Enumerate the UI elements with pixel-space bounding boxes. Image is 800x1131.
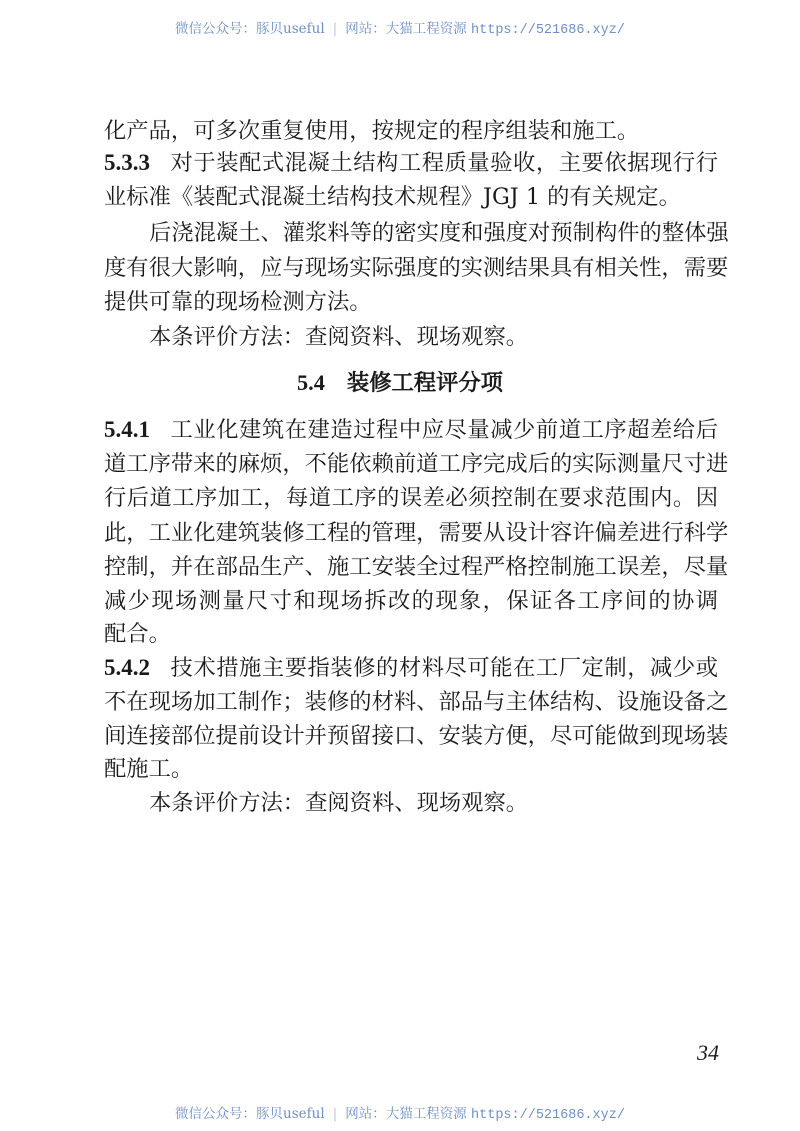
watermark-wechat: 微信公众号：豚贝useful bbox=[175, 21, 325, 37]
section-heading bbox=[0, 365, 800, 397]
watermark-separator: | bbox=[332, 1106, 338, 1122]
paragraph-line: 此，工业化建筑装修工程的管理，需要从设计容许偏差进行科学 bbox=[104, 520, 729, 546]
paragraph-line: 配合。 bbox=[104, 621, 171, 647]
paragraph-line: 业标准《装配式混凝土结构技术规程》JGJ 1 的有关规定。 bbox=[104, 184, 681, 210]
paragraph-line: 度有很大影响，应与现场实际强度的实测结果具有相关性，需要 bbox=[104, 255, 729, 281]
paragraph-line: 控制，并在部品生产、施工安装全过程严格控制施工误差，尽量 bbox=[104, 554, 729, 580]
page-number: 34 bbox=[697, 1040, 719, 1065]
watermark-wechat: 微信公众号：豚贝useful bbox=[175, 1106, 325, 1122]
paragraph-line: 配施工。 bbox=[104, 756, 194, 782]
watermark-site: 网站：大猫工程资源 bbox=[345, 1106, 467, 1122]
watermark-bottom bbox=[0, 1102, 800, 1123]
clause-5-4-2-line bbox=[104, 653, 718, 683]
watermark-top bbox=[0, 17, 800, 38]
paragraph-line: 行后道工序加工，每道工序的误差必须控制在要求范围内。因 bbox=[104, 485, 718, 511]
evaluation-method: 本条评价方法：查阅资料、现场观察。 bbox=[149, 790, 529, 816]
clause-text: 工业化建筑在建造过程中应尽量减少前道工序超差给后 bbox=[170, 417, 718, 443]
paragraph-line: 减少现场测量尺寸和现场拆改的现象，保证各工序间的协调 bbox=[104, 588, 718, 614]
paragraph-line: 化产品，可多次重复使用，按规定的程序组装和施工。 bbox=[104, 118, 640, 144]
clause-5-3-3-line bbox=[104, 148, 718, 178]
watermark-separator: | bbox=[332, 21, 338, 37]
paragraph-line: 道工序带来的麻烦，不能依赖前道工序完成后的实际测量尺寸进 bbox=[104, 451, 729, 477]
paragraph-line: 后浇混凝土、灌浆料等的密实度和强度对预制构件的整体强 bbox=[149, 220, 729, 246]
clause-number: 5.3.3 bbox=[104, 150, 150, 175]
section-title: 装修工程评分项 bbox=[346, 370, 503, 396]
watermark-url[interactable]: https://521686.xyz/ bbox=[471, 23, 625, 38]
watermark-url[interactable]: https://521686.xyz/ bbox=[471, 1108, 625, 1123]
watermark-site: 网站：大猫工程资源 bbox=[345, 21, 467, 37]
paragraph-line: 提供可靠的现场检测方法。 bbox=[104, 289, 372, 315]
clause-number: 5.4.2 bbox=[104, 655, 150, 680]
paragraph-line: 间连接部位提前设计并预留接口、安装方便，尽可能做到现场装 bbox=[104, 723, 729, 749]
clause-text: 技术措施主要指装修的材料尽可能在工厂定制，减少或 bbox=[170, 655, 718, 681]
clause-text: 对于装配式混凝土结构工程质量验收，主要依据现行行 bbox=[170, 150, 718, 176]
section-number: 5.4 bbox=[297, 370, 325, 395]
paragraph-line: 不在现场加工制作；装修的材料、部品与主体结构、设施设备之 bbox=[104, 689, 729, 715]
clause-number: 5.4.1 bbox=[104, 417, 150, 442]
evaluation-method: 本条评价方法：查阅资料、现场观察。 bbox=[149, 324, 529, 350]
clause-5-4-1-line bbox=[104, 415, 718, 445]
